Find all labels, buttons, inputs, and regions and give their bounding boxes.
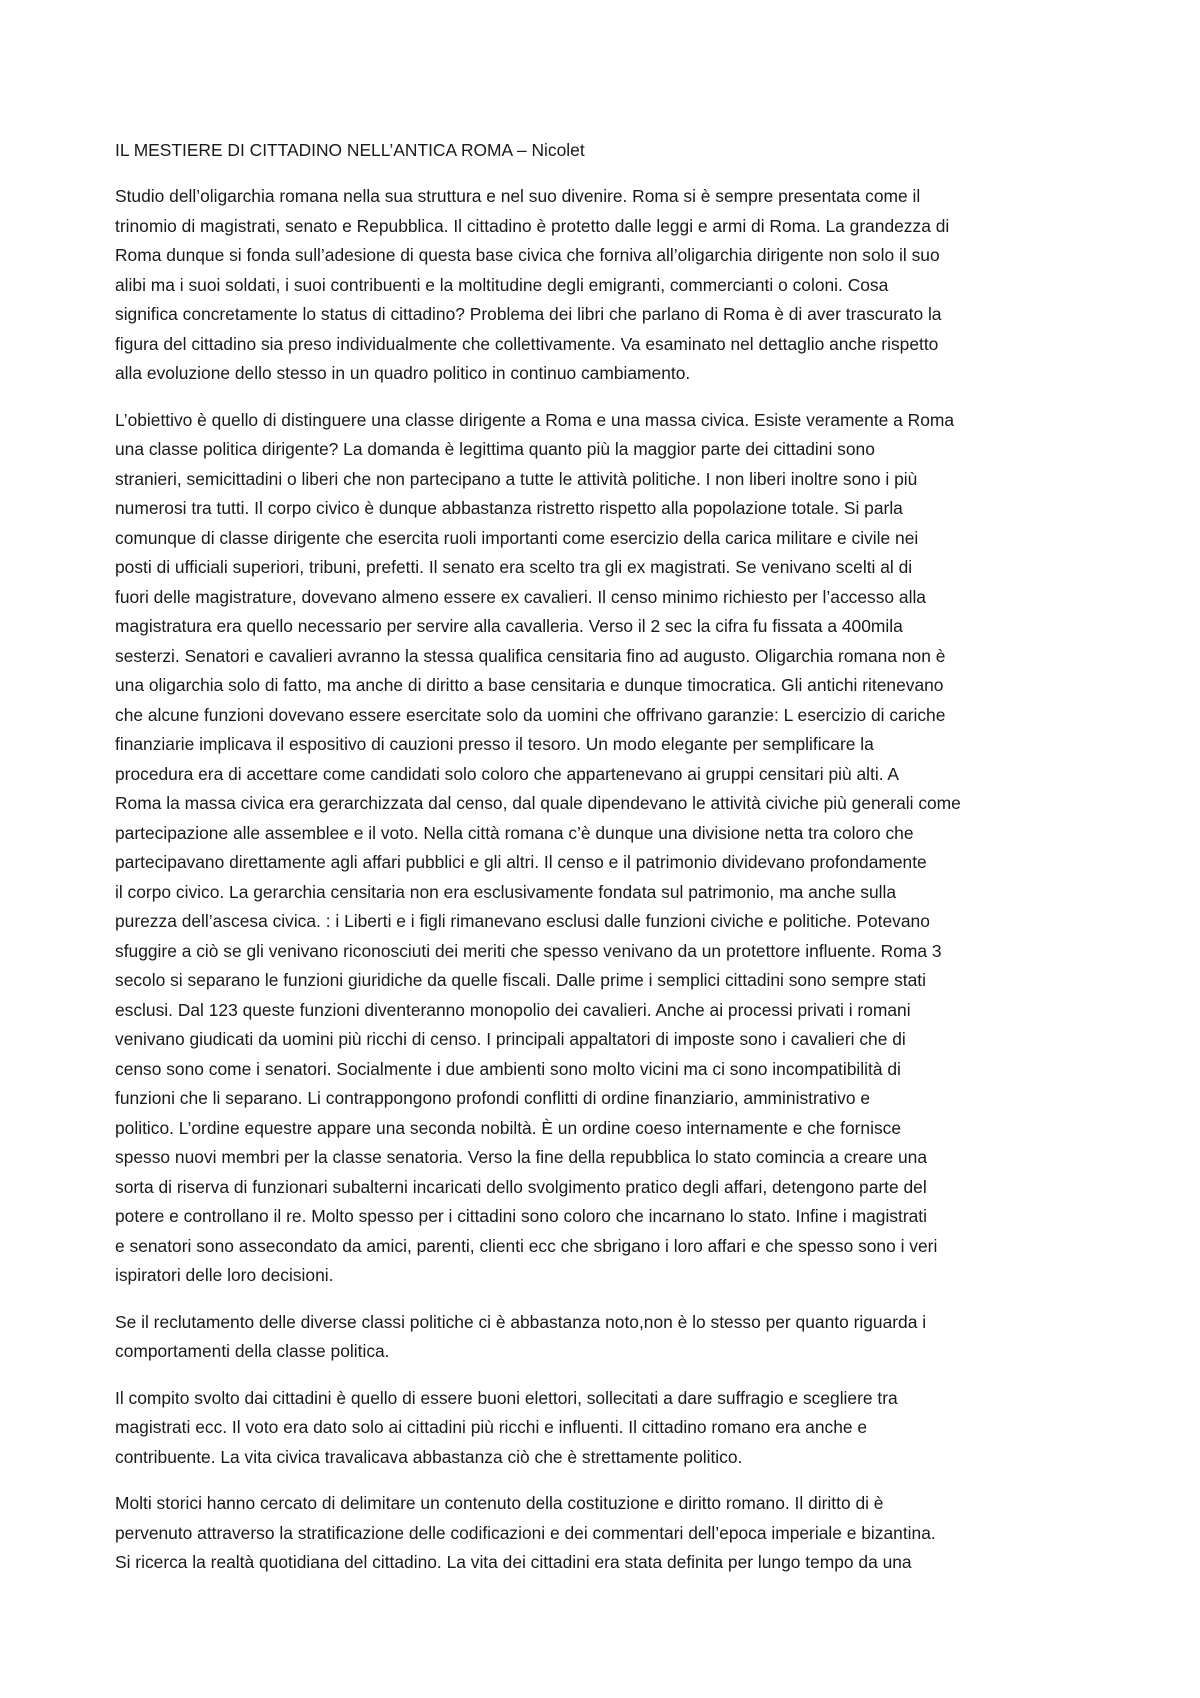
text-line: Si ricerca la realtà quotidiana del cittadino. La vita dei cittadini era stata definita per lungo tempo da una — [115, 1552, 912, 1572]
text-line: sesterzi. Senatori e cavalieri avranno la stessa qualifica censitaria fino ad augusto. Oligarchia romana non è — [115, 645, 946, 666]
text-line: sfuggire a ciò se gli venivano riconosciuti dei meriti che spesso venivano da un protettore influente. Roma 3 — [115, 940, 942, 961]
text-line: sorta di riserva di funzionari subalterni incaricati dello svolgimento pratico degli affari, detengono parte del — [115, 1176, 927, 1197]
paragraph — [115, 1308, 1115, 1367]
text-line: magistratura era quello necessario per servire alla cavalleria. Verso il 2 sec la cifra fu fissata a 400mila — [115, 616, 903, 636]
document-title: IL MESTIERE DI CITTADINO NELL’ANTICA ROMA – Nicolet — [115, 140, 585, 160]
text-line: trinomio di magistrati, senato e Repubblica. Il cittadino è protetto dalle leggi e armi di Roma. La grandezza di — [115, 215, 950, 236]
text-line: L’obiettivo è quello di distinguere una classe dirigente a Roma e una massa civica. Esiste veramente a Roma — [115, 409, 955, 430]
text-line: purezza dell’ascesa civica. : i Liberti e i figli rimanevano esclusi dalle funzioni civiche e politiche. Potevano — [115, 911, 930, 931]
paragraph — [115, 1384, 1115, 1473]
text-line: il corpo civico. La gerarchia censitaria non era esclusivamente fondata sul patrimonio, ma anche sulla — [115, 881, 897, 902]
paragraph — [115, 1489, 1115, 1578]
document-body — [115, 136, 1115, 1595]
text-line: numerosi tra tutti. Il corpo civico è dunque abbastanza ristretto rispetto alla popolazione totale. Si parla — [115, 498, 903, 518]
text-line: politico. L’ordine equestre appare una seconda nobiltà. È un ordine coeso internamente e che fornisce — [115, 1117, 902, 1138]
text-line: pervenuto attraverso la stratificazione delle codificazioni e dei commentari dell’epoca imperiale e bizantina. — [115, 1522, 936, 1543]
text-line: una classe politica dirigente? La domanda è legittima quanto più la maggior parte dei cittadini sono — [115, 439, 875, 459]
text-line: comportamenti della classe politica. — [115, 1341, 390, 1361]
text-line: potere e controllano il re. Molto spesso per i cittadini sono coloro che incarnano lo stato. Infine i magistrati — [115, 1206, 927, 1226]
text-line: una oligarchia solo di fatto, ma anche di diritto a base censitaria e dunque timocratica. Gli antichi ritenevano — [115, 675, 944, 695]
text-line: censo sono come i senatori. Socialmente i due ambienti sono molto vicini ma ci sono incompatibilità di — [115, 1058, 901, 1079]
text-line: comunque di classe dirigente che esercita ruoli importanti come esercizio della carica militare e civile nei — [115, 527, 919, 548]
text-line: partecipavano direttamente agli affari pubblici e gli altri. Il censo e il patrimonio dividevano profondamente — [115, 852, 927, 872]
paragraph-list — [115, 182, 1115, 1578]
text-line: partecipazione alle assemblee e il voto. Nella città romana c’è dunque una divisione netta tra coloro che — [115, 822, 914, 843]
text-line: spesso nuovi membri per la classe senatoria. Verso la fine della repubblica lo stato comincia a creare una — [115, 1147, 927, 1167]
text-line: figura del cittadino sia preso individualmente che collettivamente. Va esaminato nel dettaglio anche rispetto — [115, 333, 939, 354]
text-line: ispiratori delle loro decisioni. — [115, 1265, 334, 1285]
text-line: Studio dell’oligarchia romana nella sua struttura e nel suo divenire. Roma si è sempre presentata come il — [115, 186, 921, 206]
text-line: Roma la massa civica era gerarchizzata dal censo, dal quale dipendevano le attività civiche più generali come — [115, 793, 961, 813]
text-line: alla evoluzione dello stesso in un quadro politico in continuo cambiamento. — [115, 363, 691, 383]
text-line: Se il reclutamento delle diverse classi politiche ci è abbastanza noto,non è lo stesso per quanto riguarda i — [115, 1311, 927, 1332]
text-line: e senatori sono assecondato da amici, parenti, clienti ecc che sbrigano i loro affari e che spesso sono i veri — [115, 1235, 938, 1256]
text-line: venivano giudicati da uomini più ricchi di censo. I principali appaltatori di imposte sono i cavalieri che di — [115, 1029, 906, 1049]
text-line: alibi ma i suoi soldati, i suoi contribuenti e la moltitudine degli emigranti, commercianti o coloni. Cosa — [115, 274, 889, 295]
paragraph — [115, 182, 1115, 389]
text-line: stranieri, semicittadini o liberi che non partecipano a tutte le attività politiche. I non liberi inoltre sono i più — [115, 468, 918, 489]
text-line: fuori delle magistrature, dovevano almeno essere ex cavalieri. Il censo minimo richiesto per l’accesso alla — [115, 586, 926, 607]
text-line: magistrati ecc. Il voto era dato solo ai cittadini più ricchi e influenti. Il cittadino romano era anche e — [115, 1417, 868, 1437]
text-line: posti di ufficiali superiori, tribuni, prefetti. Il senato era scelto tra gli ex magistrati. Se venivano scelti al di — [115, 557, 913, 577]
text-line: procedura era di accettare come candidati solo coloro che appartenevano ai gruppi censitari più alti. A — [115, 763, 900, 784]
text-line: finanziarie implicava il espositivo di cauzioni presso il tesoro. Un modo elegante per semplificare la — [115, 734, 874, 754]
text-line: Roma dunque si fonda sull’adesione di questa base civica che forniva all’oligarchia dirigente non solo il suo — [115, 245, 940, 265]
text-line: che alcune funzioni dovevano essere esercitate solo da uomini che offrivano garanzie: L esercizio di cariche — [115, 704, 946, 725]
text-line: significa concretamente lo status di cittadino? Problema dei libri che parlano di Roma è di aver trascurato la — [115, 304, 942, 324]
paragraph — [115, 406, 1115, 1291]
text-line: funzioni che li separano. Li contrappongono profondi conflitti di ordine finanziario, amministrativo e — [115, 1088, 870, 1108]
text-line: contribuente. La vita civica travalicava abbastanza ciò che è strettamente politico. — [115, 1446, 743, 1467]
text-line: Il compito svolto dai cittadini è quello di essere buoni elettori, sollecitati a dare suffragio e scegliere tra — [115, 1387, 898, 1408]
text-line: esclusi. Dal 123 queste funzioni diventeranno monopolio dei cavalieri. Anche ai processi privati i romani — [115, 999, 911, 1020]
text-line: secolo si separano le funzioni giuridiche da quelle fiscali. Dalle prime i semplici cittadini sono sempre stati — [115, 970, 926, 990]
text-line: Molti storici hanno cercato di delimitare un contenuto della costituzione e diritto romano. Il diritto di è — [115, 1493, 884, 1513]
